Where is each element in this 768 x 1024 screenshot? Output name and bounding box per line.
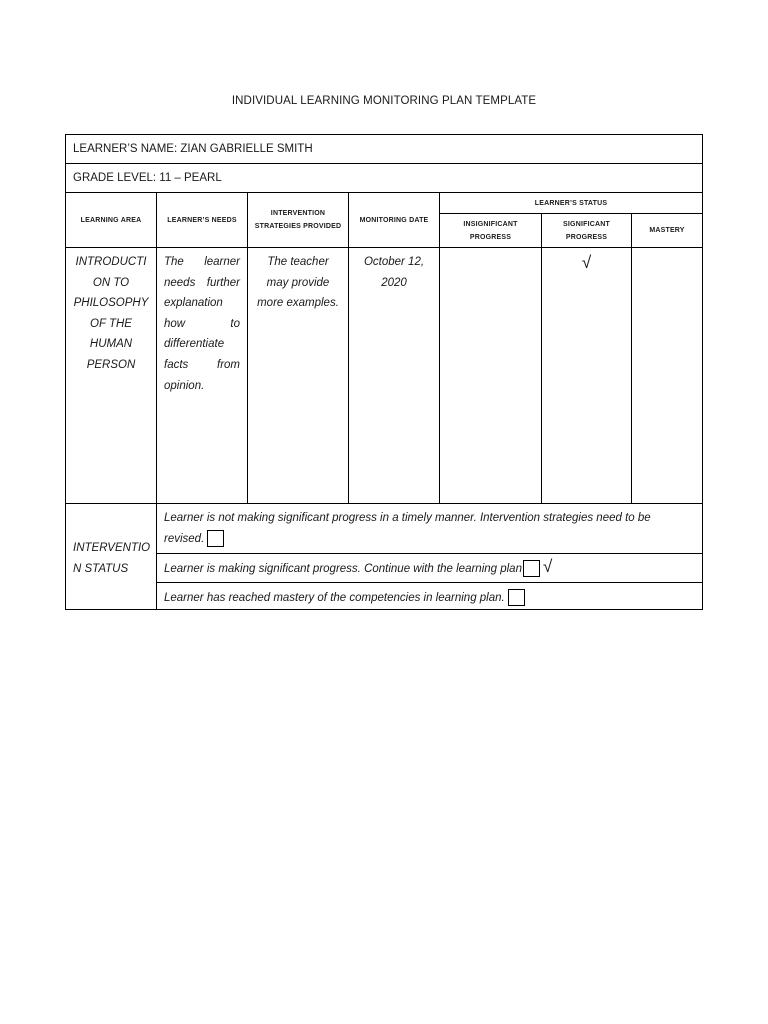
learning-area-cell <box>66 252 156 376</box>
column-divider <box>156 192 157 609</box>
entry-bottom-divider <box>66 503 702 504</box>
status-option-continue <box>164 558 700 580</box>
learning-area-line: OF THE <box>90 317 132 330</box>
status-option-revise-text: revised. <box>164 532 205 545</box>
header-intervention-line2: STRATEGIES PROVIDED <box>254 223 342 230</box>
header-monitoring-date: MONITORING DATE <box>359 216 429 224</box>
significant-progress-check: √ <box>581 253 592 272</box>
monitoring-plan-table <box>65 134 703 610</box>
column-divider <box>631 213 632 504</box>
status-option-continue-text: Learner is making significant progress. Continue with the learning plan <box>164 563 522 575</box>
header-intervention-strategies <box>248 193 348 247</box>
learners-needs-line: facts from <box>164 358 240 371</box>
header-insignificant-line1: INSIGNIFICANT <box>463 220 518 228</box>
intervention-status-line: N STATUS <box>73 562 129 575</box>
learning-area-line: HUMAN <box>89 338 133 351</box>
status-check-continue: √ <box>542 557 553 576</box>
status-option-revise-line2 <box>164 529 700 550</box>
header-learners-needs: LEARNER’S NEEDS <box>167 216 237 224</box>
header-intervention-line1: INTERVENTION <box>270 210 326 217</box>
header-bottom-divider <box>66 247 702 248</box>
learning-area-line: ON TO <box>92 276 130 289</box>
monitoring-date-line: October 12, <box>363 256 425 268</box>
status-option-mastery <box>164 588 700 609</box>
header-learning-area: LEARNING AREA <box>80 216 142 224</box>
header-significant-line2: PROGRESS <box>565 233 608 241</box>
strategies-line: may provide <box>266 276 330 289</box>
monitoring-date-cell <box>349 252 439 293</box>
learners-needs-line: opinion. <box>164 379 205 392</box>
header-learners-status: LEARNER’S STATUS <box>534 199 608 207</box>
learner-name: LEARNER’S NAME: ZIAN GABRIELLE SMITH <box>73 143 313 155</box>
header-significant-progress <box>542 214 631 247</box>
strategies-cell <box>248 252 348 314</box>
learners-needs-line: differentiate <box>164 338 225 351</box>
grade-level: GRADE LEVEL: 11 – PEARL <box>73 172 222 184</box>
learners-needs-line: explanation <box>164 297 223 310</box>
learners-needs-line: needs further <box>164 276 240 289</box>
learners-needs-line: The learner <box>164 256 240 268</box>
monitoring-date-line: 2020 <box>381 276 407 289</box>
status-option-revise <box>164 508 700 549</box>
learners-needs-line: how to <box>164 317 240 330</box>
learners-needs-cell <box>164 252 240 396</box>
status-checkbox-continue[interactable] <box>523 560 540 577</box>
header-insignificant-progress <box>440 214 541 247</box>
status-option-mastery-text: Learner has reached mastery of the competencies in learning plan. <box>164 592 505 604</box>
status-option-divider <box>156 553 702 554</box>
status-checkbox-mastery[interactable] <box>508 589 525 606</box>
intervention-status-line: INTERVENTIO <box>73 542 151 554</box>
strategies-line: The teacher <box>267 256 329 268</box>
strategies-line: more examples. <box>257 297 339 310</box>
header-mastery: MASTERY <box>649 227 685 234</box>
page-title: INDIVIDUAL LEARNING MONITORING PLAN TEMPLATE <box>231 95 537 107</box>
header-insignificant-line2: PROGRESS <box>469 233 512 241</box>
header-significant-line1: SIGNIFICANT <box>563 220 610 228</box>
status-option-divider <box>156 582 702 583</box>
status-checkbox-revise[interactable] <box>207 530 224 547</box>
status-option-revise-line1: Learner is not making significant progress in a timely manner. Intervention strategies need to be <box>164 512 651 524</box>
learning-area-line: INTRODUCTI <box>75 256 147 268</box>
intervention-status-label <box>73 538 156 579</box>
learning-area-line: PHILOSOPHY <box>73 297 149 310</box>
learning-area-line: PERSON <box>86 358 136 371</box>
